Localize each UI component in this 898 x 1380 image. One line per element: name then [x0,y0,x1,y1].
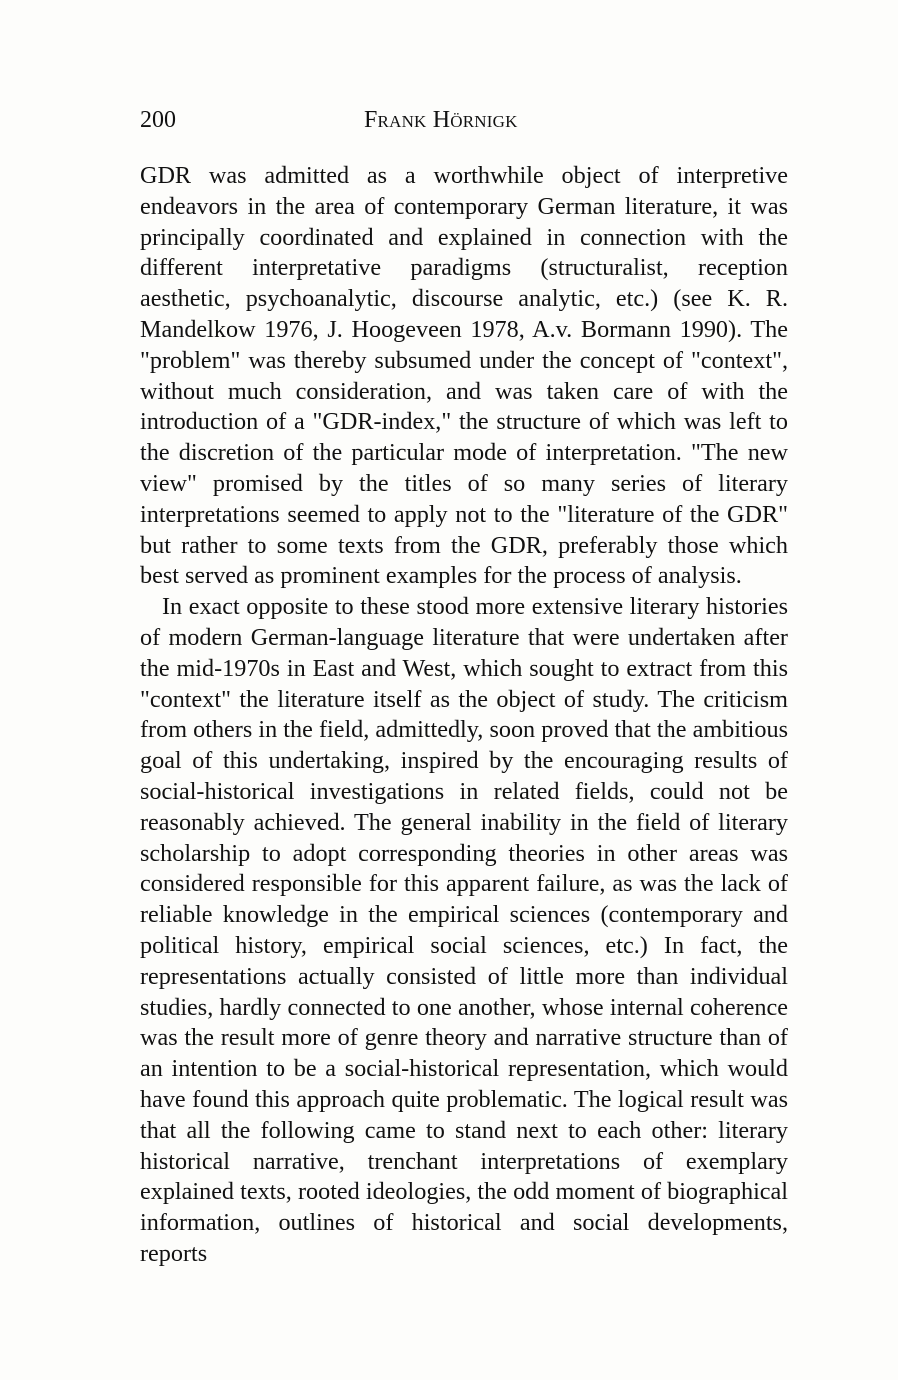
running-title [364,100,518,140]
paragraph: In exact opposite to these stood more extensive literary histories of modern German-language literature that were undertaken after the mid-1970s in East and West, which sought to extract from this "context" the literature itself as the object of study. The criticism from others in the field, admittedly, soon proved that the ambitious goal of this undertaking, inspired by the encouraging results of social-historical investigations in related fields, could not be reasonably achieved. The general inability in the field of literary scholarship to adopt corresponding theories in other areas was considered responsible for this apparent failure, as was the lack of reliable knowledge in the empirical sciences (contemporary and political history, empirical social sciences, etc.) In fact, the representations actually consisted of little more than individual studies, hardly connected to one another, whose internal coherence was the result more of genre theory and narrative structure than of an intention to be a social-historical representation, which would have found this approach quite problematic. The logical result was that all the following came to stand next to each other: literary historical narrative, trenchant interpretations of exemplary explained texts, rooted ideologies, the odd moment of biographical information, outlines of historical and social developments, reports [140,593,788,1267]
running-head [140,100,788,140]
page-number: 200 [140,107,176,133]
book-page [140,100,788,1270]
paragraph-continued: GDR was admitted as a worthwhile object of interpretive endeavors in the area of contemporary German literature, it was principally coordinated and explained in connection with the different interpretative paradigms (structuralist, reception aesthetic, psychoanalytic, discourse analytic, etc.) (see K. R. Mandelkow 1976, J. Hoogeveen 1978, A.v. Bormann 1990). The "problem" was thereby subsumed under the concept of "context", without much consideration, and was taken care of with the introduction of a "GDR-index," the structure of which was left to the discretion of the particular mode of interpretation. "The new view" promised by the titles of so many series of literary interpretations seemed to apply not to the "literature of the GDR" but rather to some texts from the GDR, preferably those which best served as prominent examples for the process of analysis. [140,162,788,590]
author-name: Frank Hörnigk [364,107,518,133]
body-text [140,161,788,1270]
